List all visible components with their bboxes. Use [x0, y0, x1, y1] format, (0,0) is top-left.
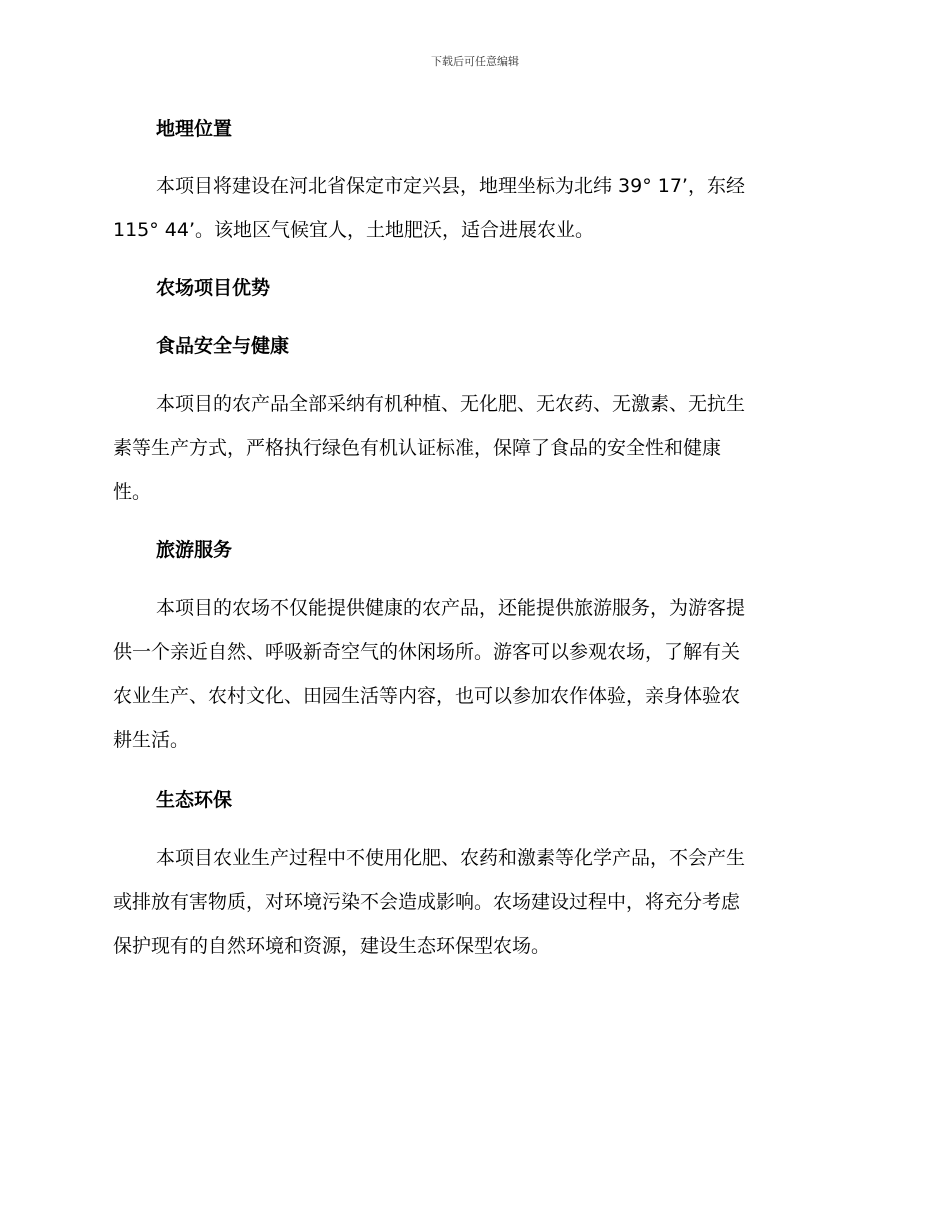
paragraph-line: 素等生产方式，严格执行绿色有机认证标准，保障了食品的安全性和健康	[113, 437, 722, 459]
paragraph-line: 本项目将建设在河北省保定市定兴县，地理坐标为北纬 39° 17’，东经	[156, 175, 745, 197]
paragraph-line: 供一个亲近自然、呼吸新奇空气的休闲场所。游客可以参观农场，了解有关	[113, 641, 741, 663]
paragraph-line: 农业生产、农村文化、田园生活等内容，也可以参加农作体验，亲身体验农	[113, 685, 741, 707]
paragraph-line: 或排放有害物质，对环境污染不会造成影响。农场建设过程中，将充分考虑	[113, 891, 741, 913]
heading-eco-protection: 生态环保	[156, 789, 233, 811]
paragraph-line: 本项目农业生产过程中不使用化肥、农药和激素等化学产品，不会产生	[156, 847, 746, 869]
paragraph-line: 本项目的农场不仅能提供健康的农产品，还能提供旅游服务，为游客提	[156, 597, 746, 619]
heading-food-safety: 食品安全与健康	[156, 335, 290, 357]
paragraph-food-safety	[113, 382, 843, 514]
page-header-note: 下载后可任意编辑	[431, 55, 519, 68]
paragraph-tourism-service	[113, 586, 843, 762]
paragraph-line: 耕生活。	[113, 729, 190, 751]
heading-geographic-location: 地理位置	[156, 118, 233, 140]
heading-tourism-service: 旅游服务	[156, 539, 233, 561]
heading-farm-advantages: 农场项目优势	[156, 277, 271, 299]
paragraph-line: 本项目的农产品全部采纳有机种植、无化肥、无农药、无激素、无抗生	[156, 393, 746, 415]
paragraph-eco-protection	[113, 836, 843, 968]
paragraph-geographic-location	[113, 164, 843, 252]
paragraph-line: 保护现有的自然环境和资源，建设生态环保型农场。	[113, 935, 551, 957]
paragraph-line: 115° 44’。该地区气候宜人，土地肥沃，适合进展农业。	[113, 219, 595, 241]
paragraph-line: 性。	[113, 481, 152, 503]
